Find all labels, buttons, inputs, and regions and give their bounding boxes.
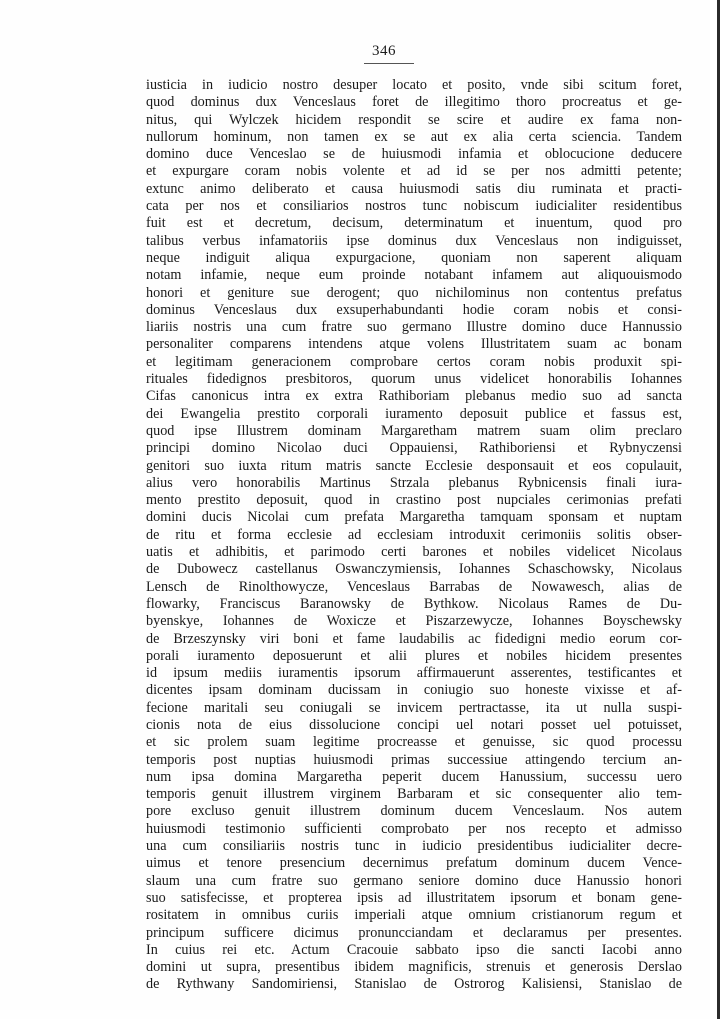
- text-line: cata per nos et consiliarios nostros tunc nobiscum iudicialiter residentibus: [146, 198, 682, 215]
- text-line: quod dominus dux Venceslaus foret de illegitimo thoro procreatus et ge-: [146, 94, 682, 111]
- text-line: dominus Venceslaus dux exsuperhabundanti hodie coram nobis et consi-: [146, 301, 682, 318]
- text-line: nullorum hominum, non tamen ex se aut ex alia certa sciencia. Tandem: [146, 128, 682, 145]
- text-line: Cifas canonicus intra ex extra Rathiboriam plebanus medio suo ad sancta: [146, 388, 682, 405]
- text-line: principum sufficere dicimus pronuncciandam et declaramus per presentes.: [146, 924, 682, 941]
- text-line: fecione maritali seu coniugali se invicem pertractasse, ita ut nulla suspi-: [146, 699, 682, 716]
- text-line: uimus et tenore presencium decernimus prefatum dominum ducem Vence-: [146, 855, 682, 872]
- text-line: et sic prolem suam legitime procreasse et genuisse, sic quod processu: [146, 734, 682, 751]
- text-line: rositatem in omnibus curiis imperiali atque omnium cristianorum regum et: [146, 907, 682, 924]
- text-line: In cuius rei etc. Actum Cracouie sabbato ipso die sancti Iacobi anno: [146, 941, 682, 958]
- text-line: talibus verbus infamatoriis ipse dominus dux Venceslaus non indiguisset,: [146, 232, 682, 249]
- text-line: de Rythwany Sandomiriensi, Stanislao de Ostrorog Kalisiensi, Stanislao de: [146, 976, 682, 993]
- text-line: et legitimam generacionem comprobare certos coram nobis produxit spi-: [146, 353, 682, 370]
- text-line: huiusmodi testimonio sufficienti comprobato per nos recepto et admisso: [146, 820, 682, 837]
- text-line: dicentes ipsam dominam ducissam in coniugio suo honeste vixisse et af-: [146, 682, 682, 699]
- text-line: dei Ewangelia prestito corporali iuramento deposuit publice et fassus est,: [146, 405, 682, 422]
- text-line: pore excluso genuit illustrem dominum ducem Venceslaum. Nos autem: [146, 803, 682, 820]
- text-line: alius vero honorabilis Martinus Strzala plebanus Rybnicensis finali iura-: [146, 474, 682, 491]
- text-line: mento prestito deposuit, quod in crastino post nupciales cerimonias prefati: [146, 492, 682, 509]
- page-number-rule: [364, 63, 414, 64]
- text-line: de ritu et forma ecclesie ad ecclesiam introduxit cerimoniis solitis obser-: [146, 526, 682, 543]
- text-line: honori et geniture sue derogent; quo nichilominus non contentus prefatus: [146, 284, 682, 301]
- text-line: iusticia in iudicio nostro desuper locato et posito, vnde sibi scitum foret,: [146, 77, 682, 93]
- text-line: personaliter comparens intendens atque volens Illustritatem suam ac bonam: [146, 336, 682, 353]
- text-line: cionis nota de eius dissolucione concipi uel notari posset uel potuisset,: [146, 716, 682, 733]
- text-line: flowarky, Franciscus Baranowsky de Bythkow. Nicolaus Rames de Du-: [146, 595, 682, 612]
- text-line: domini ducis Nicolai cum prefata Margaretha tamquam sponsam et nuptam: [146, 509, 682, 526]
- text-line: byenskye, Iohannes de Woxicze et Piszarzewycze, Iohannes Boyschewsky: [146, 613, 682, 630]
- text-line: quod ipse Illustrem dominam Margaretham matrem suam olim preclaro: [146, 422, 682, 439]
- text-line: neque indiguit aliqua expurgacione, quoniam non saperent aliquam: [146, 249, 682, 266]
- text-line: rituales fidedignos presbitoros, quorum unus videlicet honorabilis Iohannes: [146, 371, 682, 388]
- text-line: domini ut supra, presentibus ibidem magnificis, strenuis et generosis Derslao: [146, 959, 682, 976]
- page-number: 346: [372, 43, 396, 59]
- text-line: Lensch de Rinolthowycze, Venceslaus Barrabas de Nowawesch, alias de: [146, 578, 682, 595]
- text-line: extunc animo deliberato et causa huiusmodi satis diu ruminata et practi-: [146, 180, 682, 197]
- text-line: uatis et adhibitis, et parimodo certi barones et nobiles videlicet Nicolaus: [146, 544, 682, 561]
- text-line: notam infamie, neque eum proinde notabant infamem aut aliquouismodo: [146, 267, 682, 284]
- text-line: principi domino Nicolao duci Oppauiensi, Rathiboriensi et Rybnyczensi: [146, 440, 682, 457]
- text-line: genitori suo iuxta ritum matris sancte Ecclesie desponsauit et eos copulauit,: [146, 457, 682, 474]
- text-line: et expurgare coram nobis volente et ad id se per nos admitti petente;: [146, 163, 682, 180]
- text-line: porali iuramento deposuerunt et alii plures et nobiles hicidem presentes: [146, 647, 682, 664]
- text-line: id ipsum mediis iuramentis ipsorum affirmauerunt asserentes, testificantes et: [146, 665, 682, 682]
- text-line: nitus, qui Wylczek hicidem respondit se scire et audire ex fama non-: [146, 111, 682, 128]
- text-line: de Dubowecz castellanus Oswanczymiensis, Iohannes Schaschowsky, Nicolaus: [146, 561, 682, 578]
- text-line: num ipsa domina Margaretha peperit ducem Hanussium, successu uero: [146, 768, 682, 785]
- text-line: temporis genuit illustrem virginem Barbaram et sic consequenter alio tem-: [146, 786, 682, 803]
- body-text: [146, 77, 682, 994]
- text-line: domino duce Venceslao se de huiusmodi infamia et oblocucione deducere: [146, 146, 682, 163]
- text-line: liariis nostris una cum fratre suo germano Illustre domino duce Hannussio: [146, 319, 682, 336]
- text-line: slaum una cum fratre suo germano seniore domino duce Hanussio honori: [146, 872, 682, 889]
- text-line: de Brzeszynsky viri boni et fame laudabilis ac fidedigni medio eorum cor-: [146, 630, 682, 647]
- text-line: temporis post nuptias huiusmodi primas successiue attingendo tercium an-: [146, 751, 682, 768]
- text-line: fuit est et decretum, decisum, determinatum et inuentum, quod pro: [146, 215, 682, 232]
- text-line: suo satisfecisse, et propterea ipsis ad illustritatem ipsorum et bonam gene-: [146, 889, 682, 906]
- text-line: una cum consiliariis nostris tunc in iudicio presidentibus iudicialiter decre-: [146, 838, 682, 855]
